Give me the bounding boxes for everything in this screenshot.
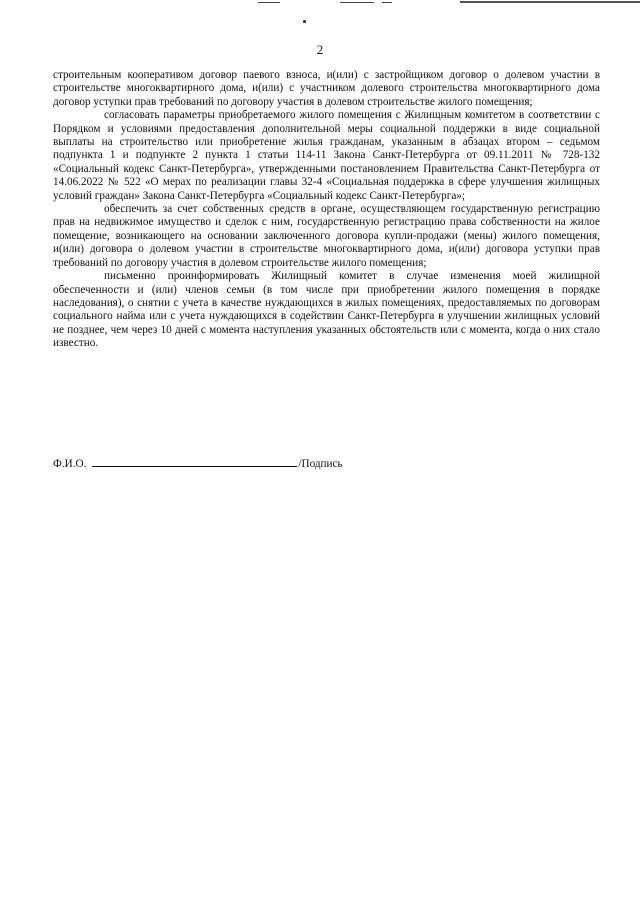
scan-artifact-top-edge bbox=[0, 0, 640, 8]
paragraph-continuation: строительным кооперативом договор паевого взноса, и(или) с застройщиком договор о долевом участии в строительстве многоквартирного дома, и(или) с участником долевого строительства многоквартирного дома договор уступки прав требований по договору участия в долевом строительстве жилого помещения; bbox=[53, 69, 600, 108]
signature-label: /Подпись bbox=[298, 458, 343, 470]
document-body bbox=[53, 69, 600, 351]
scan-dot-mark bbox=[303, 20, 306, 23]
paragraph-ensure-registration: обеспечить за счет собственных средств в органе, осуществляющем государственную регистрацию прав на недвижимое имущество и сделок с ним, государственную регистрацию права собственности на жилое помещение, возникающего на основании заключенного договора купли-продажи (мены) жилого помещения, и(или) договора о долевом участии в строительстве многоквартирного дома, и(или) договора уступки прав требований по договору участия в долевом строительстве жилого помещения; bbox=[53, 203, 600, 269]
signature-block bbox=[53, 456, 343, 471]
paragraph-agree-parameters: согласовать параметры приобретаемого жилого помещения с Жилищным комитетом в соответствии с Порядком и условиями предоставления дополнительной меры социальной поддержки в виде социальной выплаты на строительство или приобретение жилья гражданам, указанным в абзацах втором – седьмом подпункта 1 и подпункте 2 пункта 1 статьи 114-11 Закона Санкт-Петербурга от 09.11.2011 № 728-132 «Социальный кодекс Санкт-Петербурга», утвержденными постановлением Правительства Санкт-Петербурга от 14.06.2022 № 522 «О мерах по реализации главы 32-4 «Социальная поддержка в сфере улучшения жилищных условий граждан» Закона Санкт-Петербурга «Социальный кодекс Санкт-Петербурга»; bbox=[53, 109, 600, 202]
fio-label: Ф.И.О. bbox=[53, 458, 87, 470]
page-number: 2 bbox=[316, 42, 324, 57]
paragraph-inform-committee: письменно проинформировать Жилищный комитет в случае изменения моей жилищной обеспеченности и (или) членов семьи (в том числе при приобретении жилого помещения в порядке наследования), о снятии с учета в качестве нуждающихся в жилых помещениях, предоставляемых по договорам социального найма или с учета нуждающихся в содействии Санкт-Петербурга в улучшении жилищных условий не позднее, чем через 10 дней с момента наступления указанных обстоятельств или с момента, когда о них стало известно. bbox=[53, 270, 600, 350]
fio-signature-blank bbox=[92, 456, 297, 467]
